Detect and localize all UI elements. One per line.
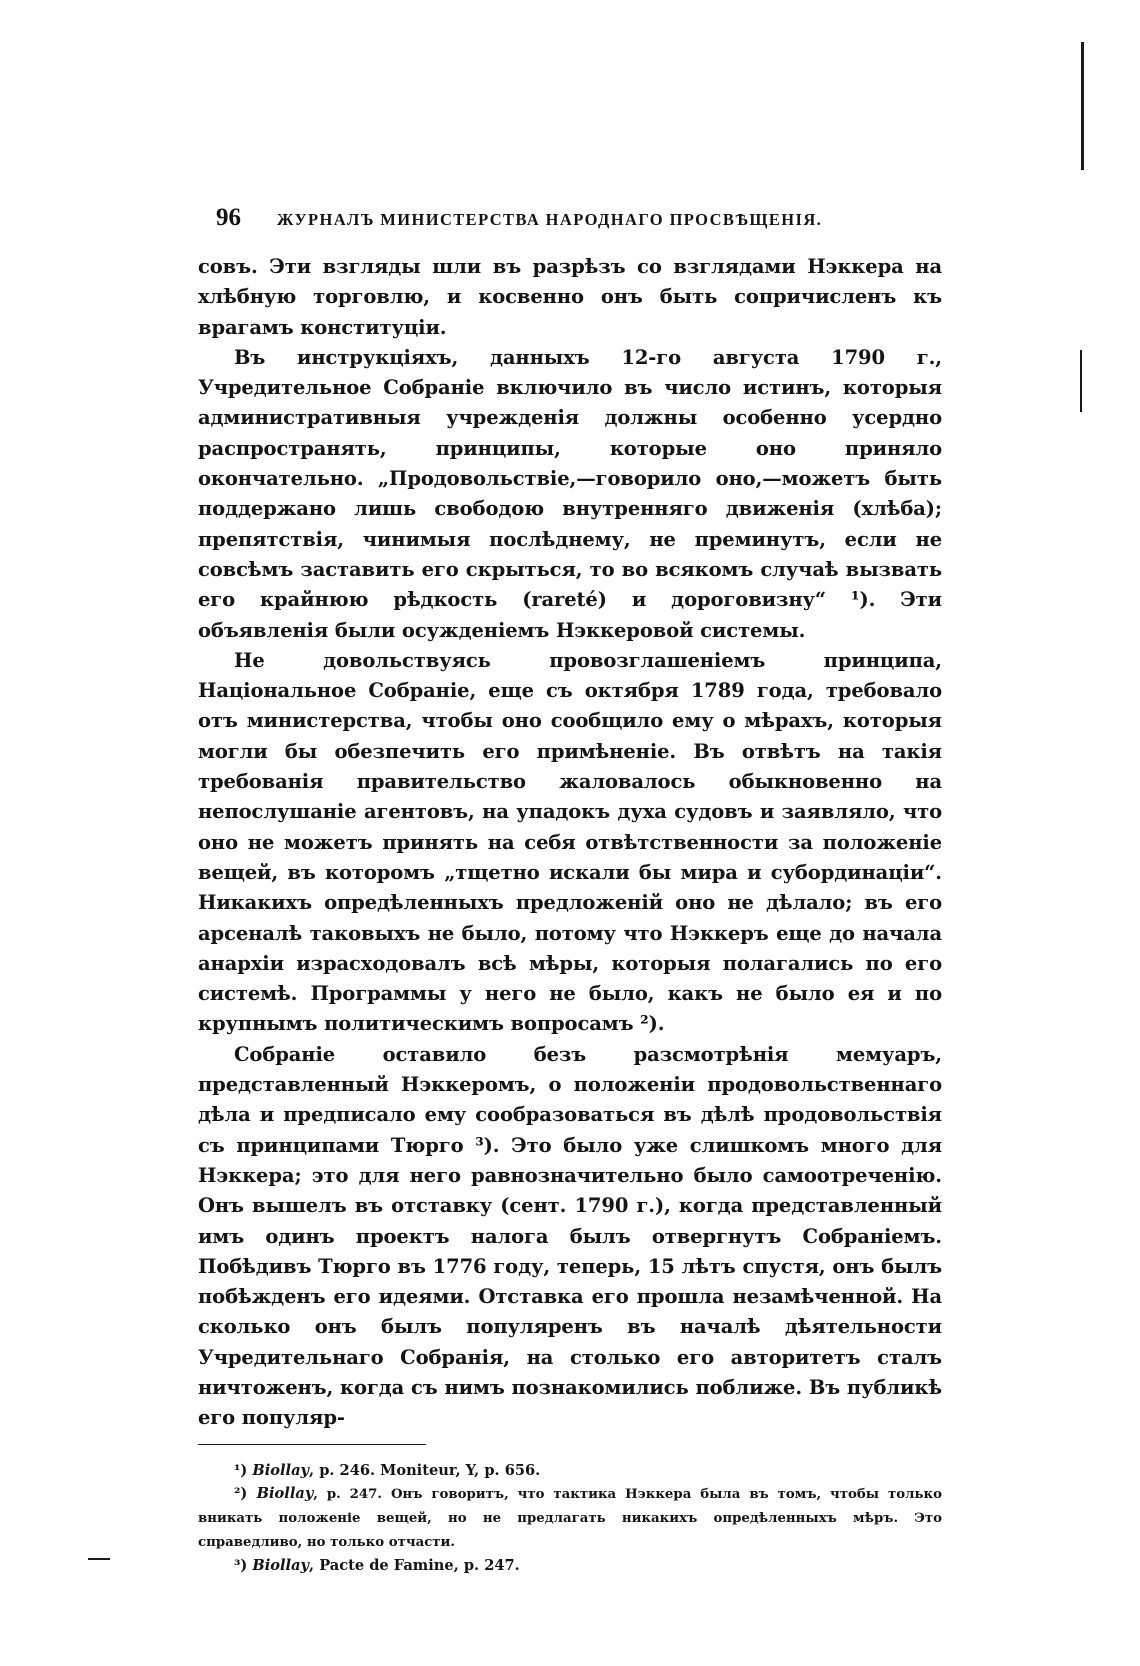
- footnote-text: , Pacte de Famine, p. 247.: [309, 1557, 520, 1575]
- footnote-marker: ³): [234, 1557, 248, 1575]
- paragraph: Собраніе оставило безъ разсмотрѣнія мемуаръ, представленный Нэккеромъ, о положеніи продовольственнаго дѣла и предписало ему сообразоваться въ дѣлѣ продовольствія съ принципами Тюрго ³). Это было уже слишкомъ много для Нэккера; это для него равнозначительно было самоотреченію. Онъ вышелъ въ отставку (сент. 1790 г.), когда представленный имъ одинъ проектъ налога былъ отвергнутъ Собраніемъ. Побѣдивъ Тюрго въ 1776 году, теперь, 15 лѣтъ спустя, онъ былъ побѣжденъ его идеями. Отставка его прошла незамѣченной. На сколько онъ былъ популяренъ въ началѣ дѣятельности Учредительнаго Собранія, на столько его авторитетъ сталъ ничтоженъ, когда съ нимъ познакомились поближе. Въ публикѣ его популяр-: [198, 1042, 942, 1430]
- footnote-marker: ¹): [234, 1462, 248, 1480]
- footnote-author: Biollay: [252, 1462, 310, 1480]
- footnote-2: [198, 1482, 942, 1554]
- running-header: [198, 204, 942, 232]
- footnote-author: Biollay: [252, 1557, 310, 1575]
- footnote-1: [198, 1459, 942, 1482]
- footnote-marker: ²): [234, 1485, 248, 1503]
- footnotes: [198, 1459, 942, 1577]
- paragraph: Не довольствуясь провозглашеніемъ принципа, Національное Собраніе, еще съ октября 1789 года, требовало отъ министерства, чтобы оно сообщило ему о мѣрахъ, которыя могли бы обезпечить его примѣненіе. Въ отвѣтъ на такія требованія правительство жаловалось обыкновенно на непослушаніе агентовъ, на упадокъ духа судовъ и заявляло, что оно не можетъ принять на себя отвѣтственности за положеніе вещей, въ которомъ „тщетно искали бы мира и субординаціи“. Никакихъ опредѣленныхъ предложеній оно не дѣлало; въ его арсеналѣ таковыхъ не было, потому что Нэккеръ еще до начала анархіи израсходовалъ всѣ мѣры, которыя полагались по его системѣ. Программы у него не было, какъ не было ея и по крупнымъ политическимъ вопросамъ ²).: [198, 648, 942, 1036]
- paragraph-continued: совъ. Эти взгляды шли въ разрѣзъ со взглядами Нэккера на хлѣбную торговлю, и косвенно онъ быть сопричисленъ къ врагамъ конституціи.: [198, 255, 942, 339]
- page-number: 96: [216, 204, 241, 231]
- scan-edge-mark-top: [1081, 42, 1084, 170]
- body-text: [198, 252, 942, 1434]
- footnote-text: , p. 246. Moniteur, Y, p. 656.: [309, 1462, 541, 1480]
- scan-edge-mark-bottom: [88, 1558, 110, 1560]
- journal-title: ЖУРНАЛЪ МИНИСТЕРСТВА НАРОДНАГО ПРОСВѢЩЕНІЯ.: [277, 210, 823, 229]
- footnote-divider: [198, 1444, 426, 1446]
- footnote-text: , p. 247. Онъ говоритъ, что тактика Нэккера была въ томъ, чтобы только вникать положеніе вещей, но не предлагать никакихъ опредѣленныхъ мѣръ. Это справедливо, но только отчасти.: [198, 1487, 942, 1551]
- paragraph: Въ инструкціяхъ, данныхъ 12-го августа 1790 г., Учредительное Собраніе включило въ число истинъ, которыя административныя учрежденія должны особенно усердно распространять, принципы, которые оно приняло окончательно. „Продовольствіе,—говорило оно,—можетъ быть поддержано лишь свободою внутренняго движенія (хлѣба); препятствія, чинимыя послѣднему, не преминутъ, если не совсѣмъ заставить его скрыться, то во всякомъ случаѣ вызвать его крайнюю рѣдкость (rareté) и дороговизну“ ¹). Эти объявленія были осужденіемъ Нэккеровой системы.: [198, 345, 942, 642]
- scan-edge-mark-middle: [1080, 350, 1082, 412]
- footnote-3: [198, 1554, 942, 1577]
- footnote-author: Biollay: [256, 1485, 314, 1503]
- book-page: [198, 204, 942, 1577]
